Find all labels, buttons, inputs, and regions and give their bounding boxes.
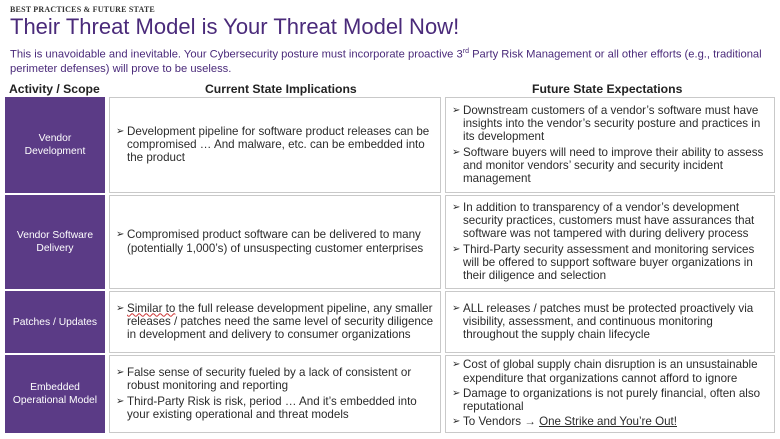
- list-item: ➢ In addition to transparency of a vendor’s development security practices, customers must have assurances that software was not tampered with during delivery process: [452, 200, 755, 241]
- list-item: ➢ ALL releases / patches must be protected proactively via visibility, assessment, and continuous monitoring throughout the supply chain lifecycle: [452, 301, 754, 342]
- column-header-current: Current State Implications: [205, 82, 357, 96]
- list-item: ➢ Third-Party Risk is risk, period … And it’s embedded into your existing operational and threat models: [116, 394, 417, 421]
- bullet-arrow-icon: ➢: [452, 146, 461, 158]
- table-row: [5, 291, 775, 353]
- vendor-warning-text: One Strike and You’re Out!: [539, 415, 677, 429]
- column-header-future: Future State Expectations: [532, 82, 683, 96]
- table-row: [5, 355, 775, 433]
- current-cell: [109, 195, 441, 289]
- list-item: ➢ Development pipeline for software product releases can be compromised … And malware, etc. can be embedded into the product: [116, 124, 430, 165]
- bullet-arrow-icon: ➢: [452, 302, 461, 314]
- bullet-arrow-icon: ➢: [116, 395, 125, 407]
- list-item: ➢ To Vendors → One Strike and You’re Out!: [452, 415, 677, 429]
- scope-cell: Patches / Updates: [5, 291, 105, 353]
- bullet-arrow-icon: ➢: [116, 229, 125, 241]
- list-item: ➢ Similar to the full release development pipeline, any smaller releases / patches need the same level of security diligence in development and delivery to consumer organizations: [116, 301, 434, 342]
- bullet-arrow-icon: ➢: [452, 104, 461, 116]
- bullet-arrow-icon: ➢: [452, 201, 461, 213]
- list-item: ➢ Damage to organizations is not purely financial, often also reputational: [452, 386, 761, 414]
- future-cell: [445, 291, 775, 353]
- bullet-arrow-icon: ➢: [452, 387, 461, 399]
- table-row: [5, 195, 775, 289]
- table-row: [5, 97, 775, 193]
- bullet-arrow-icon: ➢: [116, 125, 125, 137]
- scope-cell: Vendor Development: [5, 97, 105, 193]
- future-cell: [445, 195, 775, 289]
- bullet-arrow-icon: ➢: [116, 302, 125, 314]
- list-item: ➢ Downstream customers of a vendor’s software must have insights into the vendor’s security posture and practices in its development: [452, 103, 761, 144]
- bullet-arrow-icon: ➢: [452, 359, 461, 371]
- list-item: ➢ Cost of global supply chain disruption is an unsustainable expenditure that organizations cannot afford to ignore: [452, 358, 758, 385]
- current-cell: [109, 291, 441, 353]
- section-kicker: BEST PRACTICES & FUTURE STATE: [10, 5, 155, 14]
- list-item: ➢ False sense of security fueled by a lack of consistent or robust monitoring and reporting: [116, 366, 412, 393]
- right-arrow-icon: →: [524, 415, 536, 429]
- list-item: ➢ Third-Party security assessment and monitoring services will be offered to support software buyer organizations in their diligence and selection: [452, 242, 755, 282]
- future-cell: [445, 97, 775, 193]
- future-cell: [445, 355, 775, 433]
- intro-text: This is unavoidable and inevitable. Your Cybersecurity posture must incorporate proactive 3rd Party Risk Management or all other efforts (e.g., traditional perimeter defenses) will prove to be useless.: [10, 48, 762, 75]
- column-header-scope: Activity / Scope: [9, 82, 100, 96]
- bullet-arrow-icon: ➢: [452, 416, 461, 428]
- scope-cell: Vendor Software Delivery: [5, 195, 105, 289]
- bullet-arrow-icon: ➢: [116, 367, 125, 379]
- current-cell: [109, 97, 441, 193]
- current-cell: [109, 355, 441, 433]
- page-title: Their Threat Model is Your Threat Model Now!: [10, 14, 460, 39]
- list-item: ➢ Software buyers will need to improve their ability to assess and monitor vendors’ security and security incident management: [452, 145, 764, 185]
- bullet-arrow-icon: ➢: [452, 243, 461, 255]
- list-item: ➢ Compromised product software can be delivered to many (potentially 1,000’s) of unsuspecting customer enterprises: [116, 228, 424, 255]
- scope-cell: Embedded Operational Model: [5, 355, 105, 433]
